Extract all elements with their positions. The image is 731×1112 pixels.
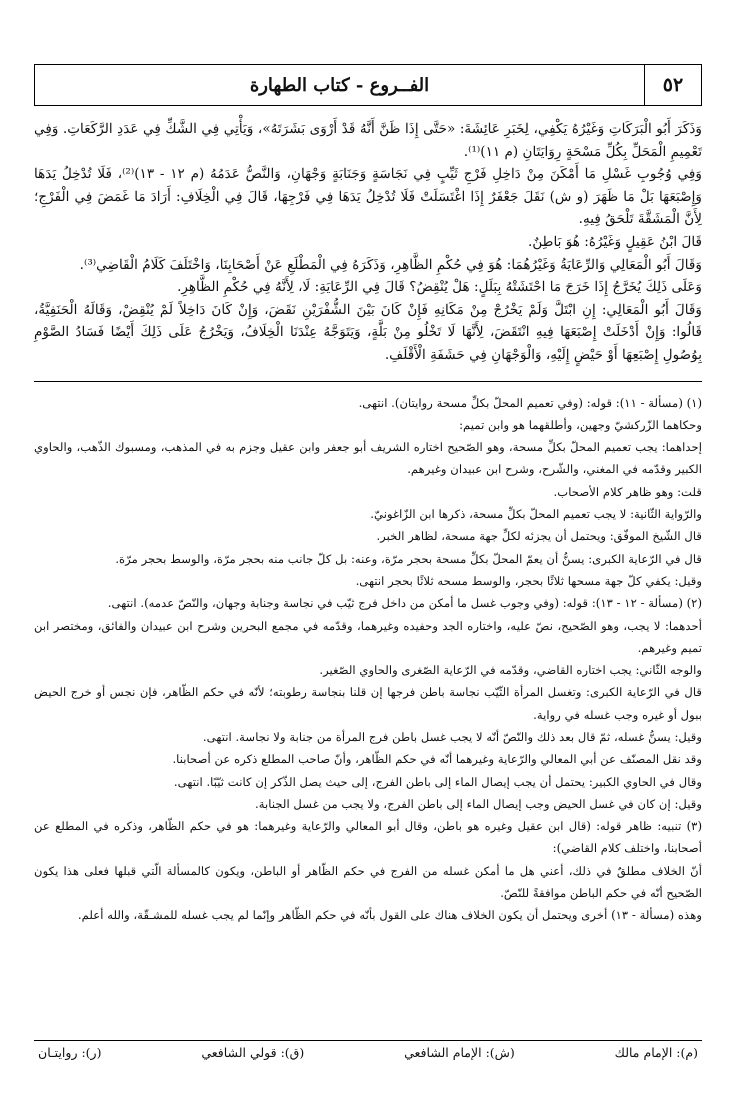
footnote-line: إحداهما: يجب تعميم المحلّ بكلِّ مسحة، وهو الصّحيح اختاره الشريف أبو جعفر وابن عقيل وجزم به في المذهب، ومسبوك الذّهب، والحاوي الكبير وقدّمه في المغني، والشّرح، وشرح ابن عبيدان وغيرهم. [34,440,702,477]
footnote-line: أحدهما: لا يجب، وهو الصّحيح، نصّ عليه، واختاره الجد وحفيده وغيرهما، وقدّمه في مجمع البحرين وشرح ابن عبيدان والفائق، ومختصر ابن تميم وغيرهم. [34,618,702,655]
footnote-line: وقيل: يسنُّ غسله، ثمّ قال بعد ذلك والنّصّ أنّه لا يجب غسل باطن فرج المرأة من جنابة ولا نجاسة. انتهى. [202,729,702,744]
page-header [34,64,702,106]
main-text [34,118,702,367]
abbrev-shafii-sayings: (ق): قولي الشافعي [201,1045,305,1060]
page-number: ٥٢ [644,65,701,105]
body-paragraph: وَقَالَ أَبُو الْمَعَالِي: إِنِ ابْتَلَّ وَلَمْ يَخْرُجْ مِنْ مَكَانِهِ فَإِنْ كَانَ بَيْنَ الشُّفْرَيْنِ نَقَضَ، وَإِنْ كَانَ دَاخِلاً لَمْ يُنْقِضْ، وَقَالَهُ الْحَنَفِيَّةُ، قَالُوا: وَإِنْ أَدْخَلَتْ إِصْبَعَهَا فِيهِ انْتَقَضَ، لِأَنَّهَا لَا تَخْلُو مِنْ بَلَّةٍ، وَيَتَوَجَّهُ عِنْدَنَا الْخِلَافُ، وَيَخْرُجُ عَلَى ذَلِكَ أَيْضًا فَسَادُ الصَّوْمِ بِوُصُولِ إِصْبَعِهَا أَوْ حَيْضٍ إِلَيْهِ، وَالْوَجْهَانِ فِي حَشَفَةِ الْأَقْلَفِ. [34,301,702,363]
abbrev-malik: (م): الإمام مالك [614,1045,698,1060]
footnotes [34,392,702,927]
footnote-line: قال في الرّعاية الكبرى: يسنُّ أن يعمّ المحلّ بكلِّ مسحة بحجر مرّة، وعنه: بل كلّ جانب منه بحجر مرّة، والوسط بحجر مرّة. [115,551,702,566]
footnote-line: وقيل: إن كان في غسل الحيض وجب إيصال الماء إلى باطن الفرج، ولا يجب من غسل الجنابة. [255,796,702,811]
abbreviations-footer [34,1040,702,1060]
footnote-line: قلت: وهو ظاهر كلام الأصحاب. [553,484,702,499]
abbrev-shafii: (ش): الإمام الشافعي [404,1045,515,1060]
footnote-line: (٢) (مسألة - ١٢ - ١٣): قوله: (وفي وجوب غسل ما أمكن من داخل فرج ثيّب في نجاسة وجنابة وجهان، والنّصّ عدمه). انتهى. [107,596,702,611]
page [34,64,702,927]
footnote-line: قال في الرّعاية الكبرى: وتغسل المرأة الثّيّب نجاسة باطن فرجها إن قلنا بنجاسة رطوبته؛ لأنّه في حكم الظّاهر، فإن نجس أو خرج الحيض ببول أو غيره وجب غسله في رواية. [34,685,702,722]
footnote-divider [34,381,702,382]
body-paragraph: وَقَالَ أَبُو الْمَعَالِي وَالرِّعَايَةُ وَغَيْرُهُمَا: هُوَ فِي حُكْمِ الظَّاهِرِ، وَذَكَرَهُ فِي الْمَطْلَعِ عَنْ أَصْحَابِنَا، وَاخْتَلَفَ كَلَامُ الْقَاضِي⁽³⁾. [79,256,702,273]
footnote-line: وحكاهما الزّركشيّ وجهين، وأطلقهما هو وابن تميم: [459,417,702,432]
footnote-line: وقيل: يكفي كلّ جهة مسحها ثلاثًا بحجر، والوسط مسحه ثلاثًا بحجر انتهى. [355,573,702,588]
footnote-line: قال الشّيخ الموفّق: ويحتمل أن يجزئه لكلِّ جهة مسحة، لظاهر الخبر. [376,529,702,544]
body-paragraph: وَعَلَى ذَلِكَ يُخَرَّجُ إِذَا خَرَجَ مَا احْتَشَتْهُ بِبَلَلٍ: هَلْ يُنْقِضُ؟ قَالَ فِي الرِّعَايَةِ: لَا، لِأَنَّهُ فِي حُكْمِ الظَّاهِرِ. [177,279,702,296]
footnote-line: أنّ الخلاف مطلقٌ في ذلك، أعني هل ما أمكن غسله من الفرج في حكم الظّاهر أو الباطن، ويكون كالمسألة الّتي قبلها فعلى هذا يكون الصّحيح أنّه في حكم الباطن موافقةً للنّصّ. [34,863,702,901]
footnote-line: والرّواية الثّانية: لا يجب تعميم المحلّ بكلِّ مسحة، ذكرها ابن الزّاغونيّ. [370,507,702,522]
footnote-line: وقد نقل المصنّف عن أبي المعالي والرّعاية وغيرهما أنّه في حكم الظّاهر، وأنّ صاحب المطلع ذكره عن أصحابنا. [172,752,702,767]
footnote-line: وهذه (مسألة - ١٣) أخرى ويحتمل أن يكون الخلاف هناك على القول بأنّه في حكم الظّاهر وإنّما لم يجب غسله للمشـقّة، والله أعلم. [77,908,702,923]
running-title: الفــروع - كتاب الطهارة [249,74,430,96]
abbrev-narrations: (ر): روايتـان [38,1045,102,1060]
body-paragraph: قَالَ ابْنُ عَقِيلٍ وَغَيْرُهُ: هُوَ بَاطِنٌ. [528,233,702,250]
footnote-line: (٣) تنبيه: ظاهر قوله: (قال ابن عقيل وغيره هو باطن، وقال أبو المعالي والرّعاية وغيرهما: هو في حكم الظّاهر، وذكره في المطلع عن أصحابنا، واختلف كلام القاضي): [34,819,702,856]
footnote-line: (١) (مسألة - ١١): قوله: (وفي تعميم المحلّ بكلِّ مسحة روايتان). انتهى. [358,395,702,410]
footnote-line: والوجه الثّاني: يجب اختاره القاضي، وقدّمه في الرّعاية الصّغرى والحاوي الصّغير. [319,663,702,678]
body-paragraph: وَذَكَرَ أَبُو الْبَرَكَاتِ وَغَيْرُهُ يَكْفِي، لِخَبَرِ عَائِشَةَ: «حَتَّى إِذَا ظَنَّ أَنَّهُ قَدْ أَرْوَى بَشَرَتَهُ»، وَيَأْتِي فِي الشَّكِّ فِي عَدَدِ الرَّكَعَاتِ. وَفِي تَعْمِيمِ الْمَحَلِّ بِكُلِّ مَسْحَةٍ رِوَايَتَانِ (م ١١)⁽¹⁾. [34,121,702,160]
body-paragraph: وَفِي وُجُوبِ غَسْلِ مَا أَمْكَنَ مِنْ دَاخِلِ فَرْجِ ثَيِّبٍ فِي نَجَاسَةٍ وَجَنَابَةٍ وَجْهَانِ، وَالنَّصُّ عَدَمُهُ (م ١٢ - ١٣)⁽²⁾، فَلَا تُدْخِلُ يَدَهَا وَإِصْبَعَهَا بَلْ مَا ظَهَرَ (و ش) نَقَلَ جَعْفَرٌ إِذَا اغْتَسَلَتْ فَلَا تُدْخِلُ يَدَهَا فِي فَرْجِهَا، قَالَ فِي الْخِلَافِ: أَرَادَ مَا غَمَضَ فِي الْفَرْجِ؛ لِأَنَّ الْمَشَقَّةَ تَلْحَقُ فِيهِ. [34,166,702,228]
footnote-line: وقال في الحاوي الكبير: يحتمل أن يجب إيصال الماء إلى باطن الفرج، إلى حيث يصل الذّكر إن كانت ثيّبًا. انتهى. [173,774,702,789]
